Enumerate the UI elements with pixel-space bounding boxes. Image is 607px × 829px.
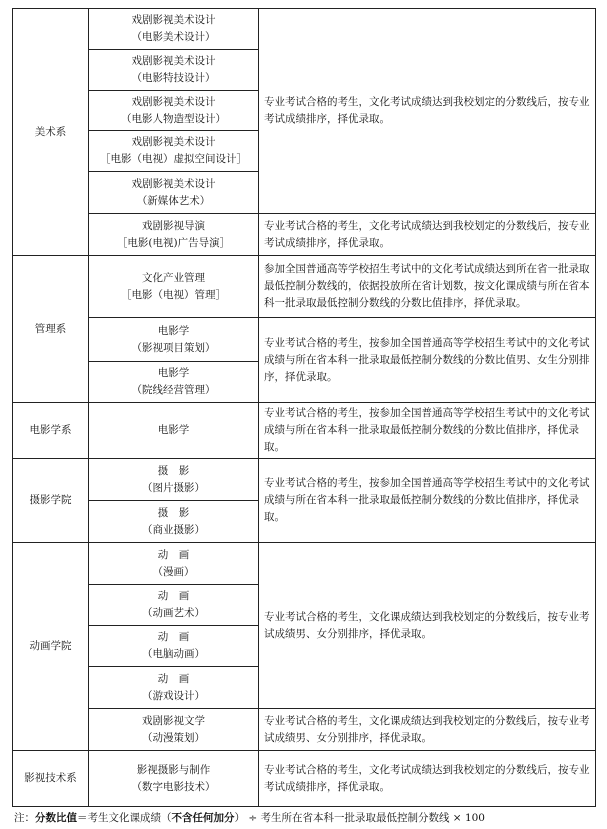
table-row (13, 459, 596, 501)
department-name: 管理系 (13, 256, 89, 403)
note-prefix: 注： (14, 812, 35, 824)
admission-rule: 专业考试合格的考生，按参加全国普通高等学校招生考试中的文化考试成绩与所在省本科一批录取最低控制分数线的分数比值男、女生分别排序，择优录取。 (259, 318, 596, 403)
note-close-paren: ） (234, 812, 245, 824)
table-row (13, 318, 596, 362)
major-name: 摄 影 （图片摄影） (89, 459, 259, 501)
major-name: 戏剧影视美术设计 （电影人物造型设计） (89, 91, 259, 131)
admission-rules-table (12, 8, 596, 807)
admission-rule: 专业考试合格的考生，文化考试成绩达到我校划定的分数线后，按专业考试成绩排序，择优录取。 (259, 214, 596, 256)
admission-rule: 专业考试合格的考生，文化考试成绩达到我校划定的分数线后，按专业考试成绩排序，择优录取。 (259, 751, 596, 807)
admission-rule: 参加全国普通高等学校招生考试中的文化考试成绩达到所在省一批录取最低控制分数线的，依据投放所在省计划数，按文化课成绩与所在省本科一批录取最低控制分数线的分数比值排序，择优录取。 (259, 256, 596, 318)
note-formula: ÷ 考生所在省本科一批录取最低控制分数线 × 100 (245, 812, 485, 824)
major-name: 戏剧影视美术设计 （电影美术设计） (89, 9, 259, 50)
major-name: 戏剧影视文学 （动漫策划） (89, 709, 259, 751)
table-row (13, 9, 596, 50)
major-name: 动 画 （漫画） (89, 543, 259, 585)
admission-rule: 专业考试合格的考生，按参加全国普通高等学校招生考试中的文化考试成绩与所在省本科一批录取最低控制分数线的分数比值排序，择优录取。 (259, 459, 596, 543)
table-row (13, 751, 596, 807)
admission-rule: 专业考试合格的考生，文化课成绩达到我校划定的分数线后，按专业考试成绩男、女分别排序，择优录取。 (259, 709, 596, 751)
department-name: 电影学系 (13, 403, 89, 459)
admission-rule: 专业考试合格的考生，文化课成绩达到我校划定的分数线后，按专业考试成绩男、女分别排序，择优录取。 (259, 543, 596, 709)
major-name: 动 画 （电脑动画） (89, 626, 259, 667)
table-row (13, 403, 596, 459)
major-name: 摄 影 （商业摄影） (89, 501, 259, 543)
major-name: 电影学 (89, 403, 259, 459)
department-name: 动画学院 (13, 543, 89, 751)
department-name: 影视技术系 (13, 751, 89, 807)
department-name: 摄影学院 (13, 459, 89, 543)
major-name: 动 画 （游戏设计） (89, 667, 259, 709)
department-name: 美术系 (13, 9, 89, 256)
admission-rule: 专业考试合格的考生，按参加全国普通高等学校招生考试中的文化考试成绩与所在省本科一批录取最低控制分数线的分数比值排序，择优录取。 (259, 403, 596, 459)
major-name: 戏剧影视美术设计 ［电影（电视）虚拟空间设计］ (89, 131, 259, 172)
major-name: 电影学 （影视项目策划） (89, 318, 259, 362)
note-equals: ＝考生文化课成绩（ (77, 812, 172, 824)
footnote (14, 811, 599, 825)
table-row (13, 256, 596, 318)
table-row (13, 709, 596, 751)
major-name: 动 画 （动画艺术） (89, 585, 259, 626)
table-row (13, 543, 596, 585)
admission-rule: 专业考试合格的考生，文化考试成绩达到我校划定的分数线后，按专业考试成绩排序，择优录取。 (259, 9, 596, 214)
major-name: 文化产业管理 ［电影（电视）管理］ (89, 256, 259, 318)
major-name: 电影学 （院线经营管理） (89, 362, 259, 403)
major-name: 戏剧影视美术设计 （新媒体艺术） (89, 172, 259, 214)
major-name: 戏剧影视导演 ［电影(电视)广告导演］ (89, 214, 259, 256)
note-bold-paren: 不含任何加分 (171, 812, 235, 824)
note-term: 分数比值 (35, 812, 77, 824)
major-name: 戏剧影视美术设计 （电影特技设计） (89, 50, 259, 91)
table-row (13, 214, 596, 256)
major-name: 影视摄影与制作 （数字电影技术） (89, 751, 259, 807)
